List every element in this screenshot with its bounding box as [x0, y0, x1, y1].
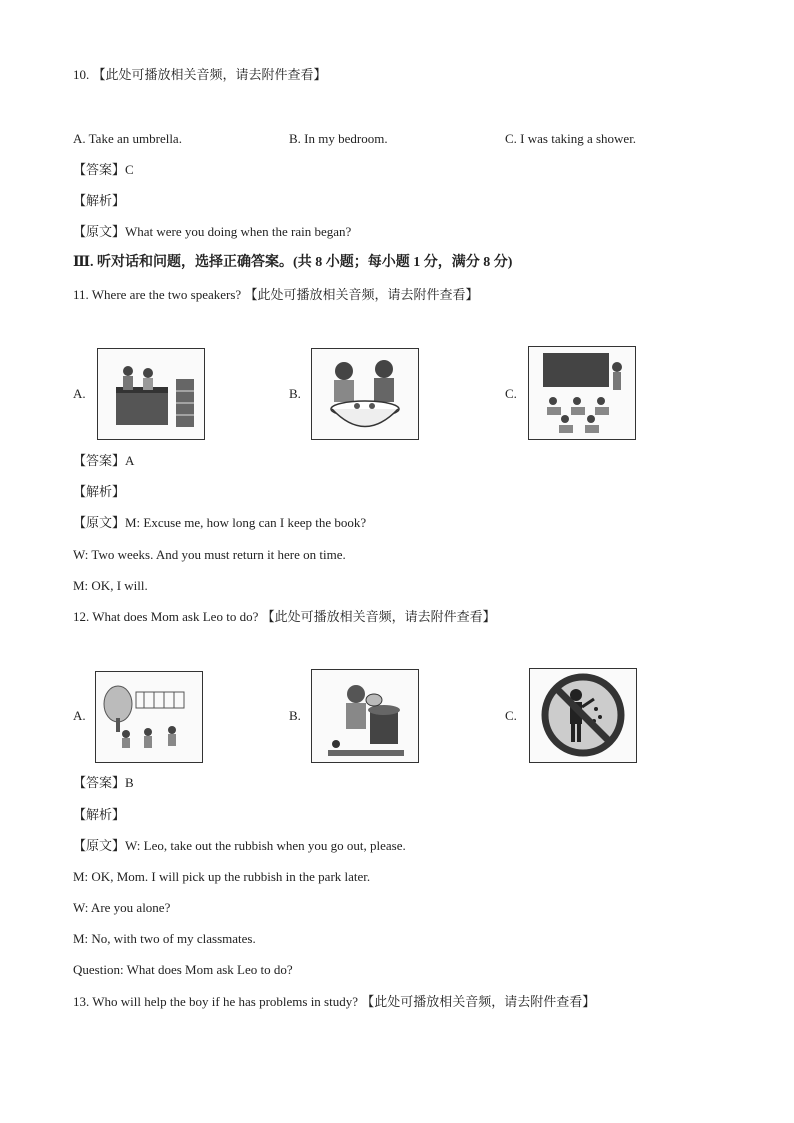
q12-transcript-line: 【原文】W: Leo, take out the rubbish when you go out, please. [73, 838, 406, 853]
q12-transcript-line: M: OK, Mom. I will pick up the rubbish in the park later. [73, 869, 371, 884]
take-out-rubbish-icon[interactable] [311, 669, 419, 763]
question-10-title: 10. 【此处可播放相关音频，请去附件查看】 [73, 67, 327, 82]
question-11-title: 11. Where are the two speakers? 【此处可播放相关音频，请去附件查看】 [73, 287, 479, 302]
library-scene-icon[interactable] [97, 348, 205, 440]
classroom-scene-icon[interactable] [528, 346, 636, 440]
q11-label-c: C. [505, 386, 517, 401]
q12-question: Question: What does Mom ask Leo to do? [73, 962, 293, 977]
q11-transcript-line: M: OK, I will. [73, 578, 148, 593]
q11-answer: 【答案】A [73, 453, 135, 468]
q10-answer: 【答案】C [73, 162, 134, 177]
restaurant-scene-icon[interactable] [311, 348, 419, 440]
park-cleanup-icon[interactable] [95, 671, 203, 763]
q10-analysis: 【解析】 [73, 193, 126, 208]
q11-label-a: A. [73, 386, 86, 401]
q10-option-c[interactable]: C. I was taking a shower. [505, 131, 637, 146]
section-3-heading: Ⅲ. 听对话和问题，选择正确答案。(共 8 小题；每小题 1 分，满分 8 分) [73, 255, 513, 270]
q10-transcript: 【原文】What were you doing when the rain began? [73, 224, 352, 239]
q12-label-c: C. [505, 708, 517, 723]
q10-option-a[interactable]: A. Take an umbrella. [73, 131, 182, 146]
no-littering-icon[interactable] [529, 668, 637, 763]
q12-analysis: 【解析】 [73, 807, 126, 822]
q12-transcript-line: M: No, with two of my classmates. [73, 931, 256, 946]
q11-analysis: 【解析】 [73, 484, 126, 499]
question-12-title: 12. What does Mom ask Leo to do? 【此处可播放相关音频，请去附件查看】 [73, 609, 496, 624]
q11-transcript-line: 【原文】M: Excuse me, how long can I keep the book? [73, 515, 367, 530]
q12-label-b: B. [289, 708, 301, 723]
q10-option-b[interactable]: B. In my bedroom. [289, 131, 388, 146]
q11-label-b: B. [289, 386, 301, 401]
q12-transcript-line: W: Are you alone? [73, 900, 171, 915]
q12-answer: 【答案】B [73, 775, 134, 790]
question-13-title: 13. Who will help the boy if he has problems in study? 【此处可播放相关音频，请去附件查看】 [73, 994, 596, 1009]
q12-label-a: A. [73, 708, 86, 723]
q11-transcript-line: W: Two weeks. And you must return it here on time. [73, 547, 346, 562]
